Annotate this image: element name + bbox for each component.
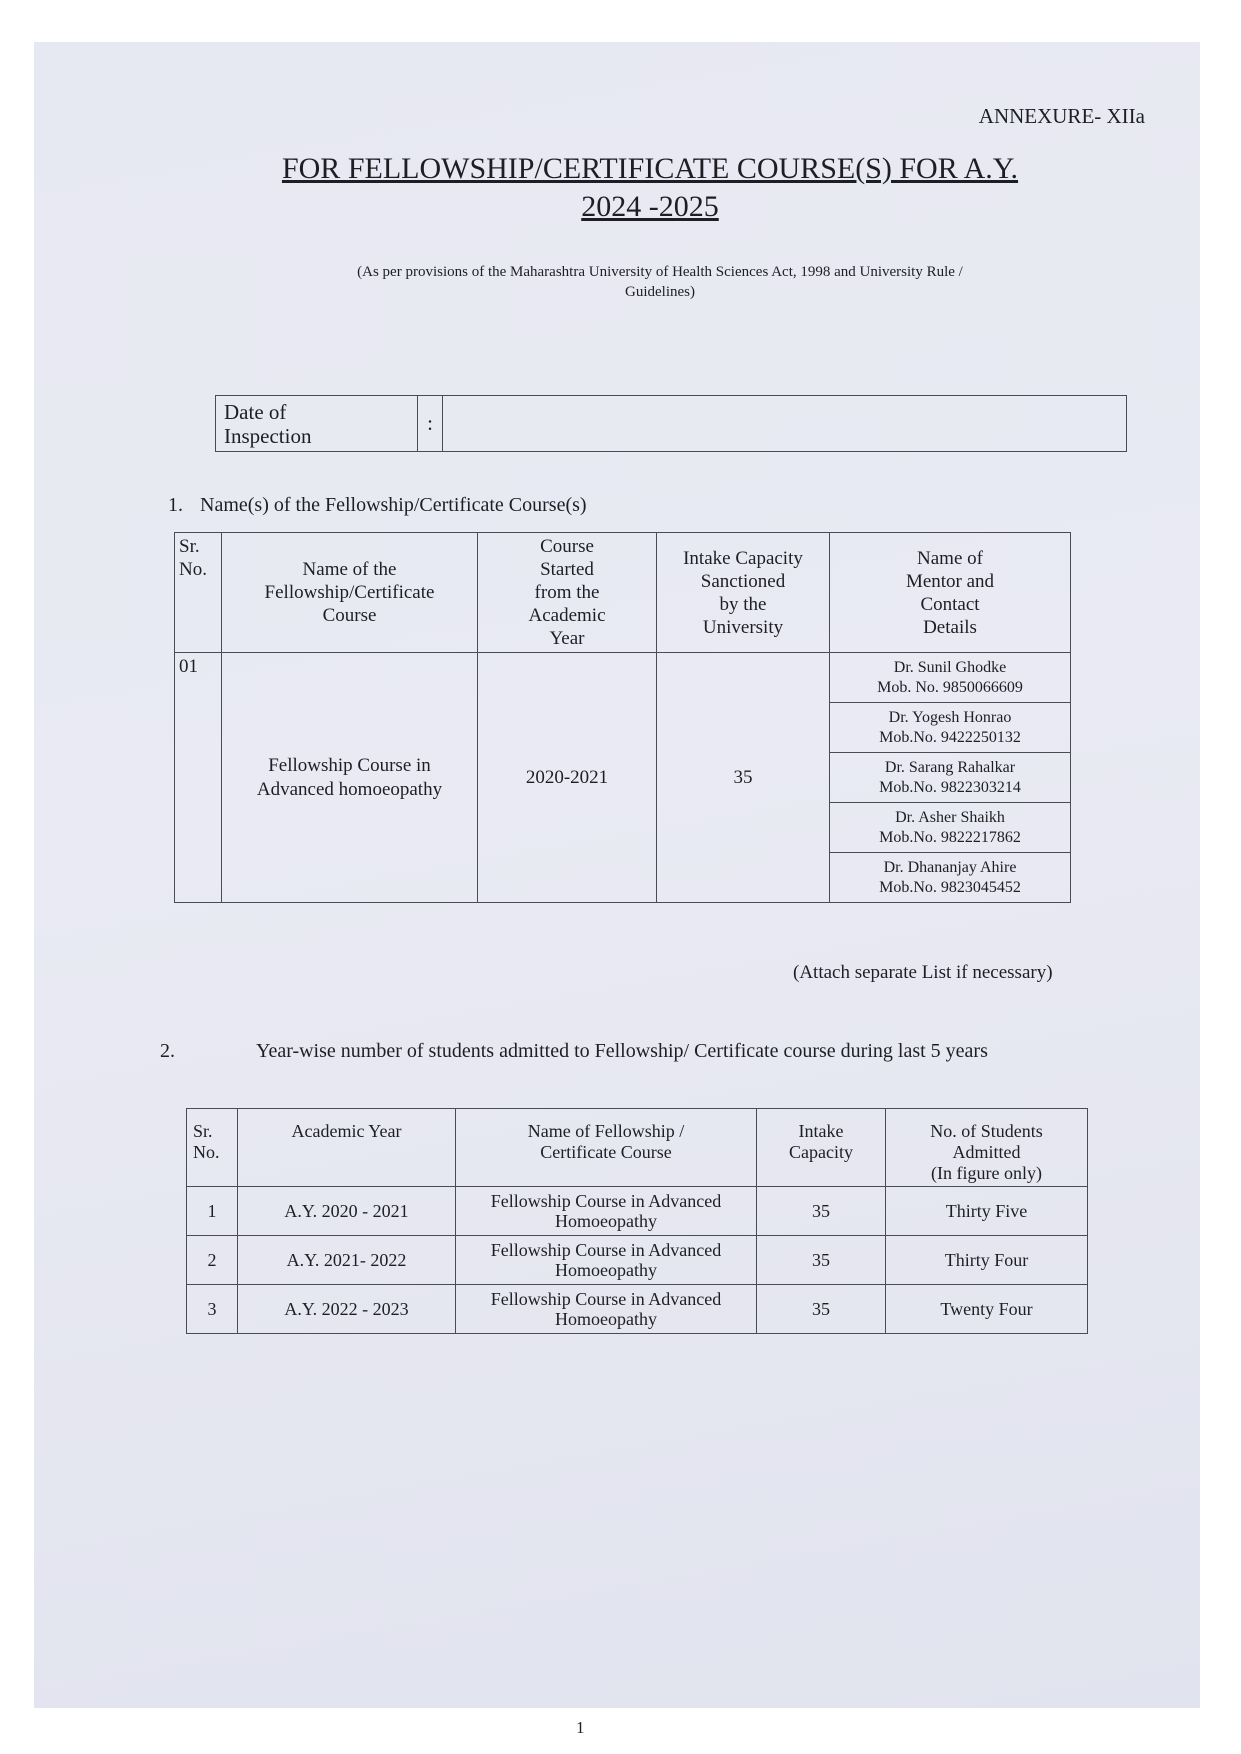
header-text: Contact: [920, 593, 980, 615]
course-name-line: Fellowship Course in: [268, 754, 431, 776]
row-sr-no: 1: [187, 1187, 238, 1236]
header-text: Course: [322, 605, 377, 626]
inspection-table: [215, 395, 1127, 452]
header-text: Course: [540, 536, 594, 557]
row-course-name: [456, 1285, 757, 1334]
table-row: [187, 1285, 1088, 1334]
page-number: 1: [576, 1718, 585, 1737]
course-name-line: Advanced homoeopathy: [256, 778, 443, 800]
header-text: Mentor and: [905, 570, 995, 592]
course-name-line: Homoeopathy: [555, 1260, 657, 1280]
header-course-name: [222, 533, 478, 653]
header-text: Sr.: [193, 1121, 213, 1141]
mentor-cell: [830, 803, 1071, 853]
header-text: Year: [549, 628, 585, 649]
header-text: (In figure only): [931, 1163, 1042, 1183]
course-name-line: Homoeopathy: [555, 1309, 657, 1329]
inspection-date-field[interactable]: [443, 396, 1127, 452]
row-academic-year: A.Y. 2020 - 2021: [238, 1187, 456, 1236]
mentor-name: Dr. Sunil Ghodke: [893, 658, 1007, 676]
header-text: Certificate Course: [540, 1142, 672, 1162]
mentor-contact: Mob.No. 9422250132: [879, 728, 1021, 746]
header-text: Academic Year: [291, 1121, 402, 1141]
section-2-heading: [160, 1040, 988, 1063]
row-course-name: [222, 653, 478, 903]
mentor-contact: Mob. No. 9850066609: [877, 678, 1023, 696]
mentor-name: Dr. Asher Shaikh: [895, 808, 1005, 826]
header-mentor: [830, 533, 1071, 653]
header-text: by the: [719, 593, 767, 615]
attach-note: (Attach separate List if necessary): [793, 962, 1053, 983]
row-intake: 35: [757, 1285, 886, 1334]
table-row: [187, 1187, 1088, 1236]
header-academic-year: [238, 1109, 456, 1187]
header-text: Fellowship/Certificate: [264, 582, 435, 603]
header-sr-no: [175, 533, 222, 653]
mentor-contact: Mob.No. 9823045452: [879, 878, 1021, 896]
course-table-header: [175, 533, 1071, 653]
header-text: Academic: [528, 605, 606, 626]
section-2-number: 2.: [160, 1040, 175, 1062]
header-text: No.: [193, 1142, 220, 1162]
course-name-line: Homoeopathy: [555, 1211, 657, 1231]
header-text: Sanctioned: [700, 570, 786, 592]
mentor-cell: [830, 653, 1071, 703]
section-1-heading: [168, 494, 587, 517]
header-sr-no: [187, 1109, 238, 1187]
header-students-admitted: [886, 1109, 1088, 1187]
row-admitted: Thirty Four: [886, 1236, 1088, 1285]
provisions-line-2: Guidelines): [625, 284, 695, 300]
title-line-2: 2024 -2025: [581, 190, 719, 223]
course-name-line: Fellowship Course in Advanced: [490, 1289, 722, 1309]
header-text: No. of Students: [930, 1121, 1043, 1141]
header-text: Name of: [917, 547, 983, 569]
row-sr-no: 2: [187, 1236, 238, 1285]
header-text: Intake Capacity: [683, 547, 803, 569]
course-name-line: Fellowship Course in Advanced: [490, 1240, 722, 1260]
course-name-line: Fellowship Course in Advanced: [490, 1191, 722, 1211]
row-course-name: [456, 1236, 757, 1285]
inspection-label: [216, 396, 418, 452]
title-line-1: FOR FELLOWSHIP/CERTIFICATE COURSE(S) FOR A.Y.: [281, 152, 1019, 185]
inspection-label-line-1: Date of: [224, 399, 287, 424]
header-text: No.: [179, 559, 207, 580]
header-intake-capacity: [657, 533, 830, 653]
row-sr-no: 01: [175, 653, 222, 903]
provisions-note: [240, 262, 1080, 302]
admissions-table: [186, 1108, 1088, 1334]
header-course-started: [478, 533, 657, 653]
mentor-cell: [830, 753, 1071, 803]
course-table: [174, 532, 1071, 903]
provisions-line-1: (As per provisions of the Maharashtra University of Health Sciences Act, 1998 and University Rule /: [357, 264, 963, 280]
mentor-contact: Mob.No. 9822217862: [879, 828, 1021, 846]
row-course-name: [456, 1187, 757, 1236]
table-row: [187, 1236, 1088, 1285]
row-intake: 35: [757, 1236, 886, 1285]
row-sr-no: 3: [187, 1285, 238, 1334]
row-intake: 35: [657, 653, 830, 903]
table-row: [175, 653, 1071, 703]
mentor-cell: [830, 853, 1071, 903]
annexure-label: ANNEXURE- XIIa: [978, 104, 1145, 128]
header-text: Admitted: [952, 1142, 1021, 1162]
mentor-contact: Mob.No. 9822303214: [879, 778, 1021, 796]
header-text: Intake: [798, 1121, 844, 1141]
mentor-name: Dr. Sarang Rahalkar: [884, 758, 1016, 776]
row-admitted: Thirty Five: [886, 1187, 1088, 1236]
header-text: from the: [534, 582, 600, 603]
header-intake-capacity: [757, 1109, 886, 1187]
section-1-title: Name(s) of the Fellowship/Certificate Course(s): [200, 494, 587, 516]
inspection-colon: :: [418, 396, 443, 452]
admissions-table-header: [187, 1109, 1088, 1187]
header-text: Name of the: [302, 559, 397, 580]
row-academic-year: A.Y. 2021- 2022: [238, 1236, 456, 1285]
header-text: Details: [923, 616, 977, 638]
inspection-label-line-2: Inspection: [224, 423, 312, 448]
header-text: University: [702, 616, 784, 638]
header-text: Started: [540, 559, 594, 580]
mentor-name: Dr. Yogesh Honrao: [888, 708, 1012, 726]
row-academic-year: A.Y. 2022 - 2023: [238, 1285, 456, 1334]
header-text: Name of Fellowship /: [527, 1121, 685, 1141]
mentor-cell: [830, 703, 1071, 753]
header-text: Sr.: [179, 536, 200, 557]
row-course-started: 2020-2021: [478, 653, 657, 903]
mentor-name: Dr. Dhananjay Ahire: [883, 858, 1017, 876]
row-admitted: Twenty Four: [886, 1285, 1088, 1334]
section-1-number: 1.: [168, 494, 183, 516]
page-title: [200, 150, 1100, 226]
header-course-name: [456, 1109, 757, 1187]
section-2-title: Year-wise number of students admitted to Fellowship/ Certificate course during last 5 years: [256, 1040, 988, 1062]
header-text: Capacity: [789, 1142, 853, 1162]
row-intake: 35: [757, 1187, 886, 1236]
